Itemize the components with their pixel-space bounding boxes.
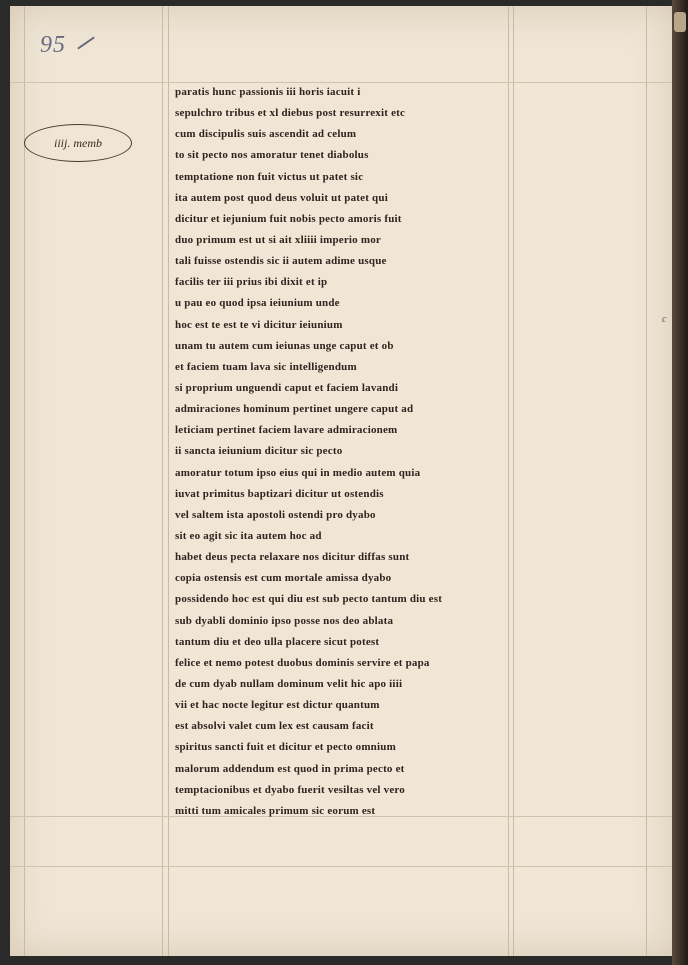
text-line: to sit pecto nos amoratur tenet diabolus	[175, 149, 369, 162]
binding-clasp	[674, 12, 686, 32]
right-margin-mark: c	[662, 314, 667, 325]
text-line: malorum addendum est quod in prima pecto et	[175, 762, 405, 775]
text-line: unam tu autem cum ieiunas unge caput et ob	[175, 339, 394, 352]
text-line: tantum diu et deo ulla placere sicut potest	[175, 635, 380, 648]
text-line: habet deus pecta relaxare nos dicitur diffas sunt	[175, 551, 410, 564]
ruling-line	[162, 6, 163, 956]
text-line: dicitur et iejunium fuit nobis pecto amoris fuit	[175, 212, 402, 225]
book-binding	[672, 0, 688, 965]
margin-note-text: iiij. memb	[54, 135, 102, 150]
text-line: de cum dyab nullam dominum velit hic apo iiii	[175, 677, 403, 690]
text-line: admiraciones hominum pertinet ungere caput ad	[175, 403, 414, 416]
text-line: u pau eo quod ipsa ieiunium unde	[175, 297, 340, 310]
manuscript-page	[10, 6, 675, 956]
folio-slash	[77, 36, 95, 49]
text-line: felice et nemo potest duobus dominis servire et papa	[175, 656, 430, 669]
text-column	[175, 82, 525, 822]
text-line: possidendo hoc est qui diu est sub pecto tantum diu est	[175, 593, 443, 606]
text-line: paratis hunc passionis iii horis iacuit i	[175, 86, 361, 98]
text-line: mitti tum amicales primum sic eorum est	[175, 804, 376, 817]
text-line: iuvat primitus baptizari dicitur ut ostendis	[175, 487, 384, 500]
text-line: ii sancta ieiunium dicitur sic pecto	[175, 445, 343, 458]
text-line: duo primum est ut si ait xliiii imperio mor	[175, 233, 381, 246]
margin-note	[24, 124, 132, 162]
text-line: temptacionibus et dyabo fuerit vesiltas vel vero	[175, 783, 405, 796]
ruling-line	[168, 6, 169, 956]
text-line: amoratur totum ipso eius qui in medio autem quia	[175, 466, 421, 479]
text-line: cum discipulis suis ascendit ad celum	[175, 128, 357, 141]
text-line: vel saltem ista apostoli ostendi pro dyabo	[175, 508, 376, 521]
text-line: tali fuisse ostendis sic ii autem adime usque	[175, 255, 387, 268]
text-line: spiritus sancti fuit et dicitur et pecto omnium	[175, 741, 396, 754]
text-line: et faciem tuam lava sic intelligendum	[175, 360, 357, 373]
ruling-line	[10, 866, 675, 867]
text-line: si proprium unguendi caput et faciem lavandi	[175, 381, 399, 394]
text-line: sit eo agit sic ita autem hoc ad	[175, 529, 322, 542]
ruling-line	[646, 6, 647, 956]
text-line: hoc est te est te vi dicitur ieiunium	[175, 318, 343, 331]
text-line: leticiam pertinet faciem lavare admiracionem	[175, 424, 398, 437]
text-line: vii et hac nocte legitur est dictur quantum	[175, 699, 380, 712]
text-line: sub dyabli dominio ipso posse nos deo ablata	[175, 614, 394, 627]
text-line: facilis ter iii prius ibi dixit et ip	[175, 276, 328, 289]
text-line: est absolvi valet cum lex est causam facit	[175, 720, 374, 733]
folio-number: 95	[40, 32, 66, 58]
ruling-line	[24, 6, 25, 956]
text-line: ita autem post quod deus voluit ut patet qui	[175, 191, 388, 204]
text-line: sepulchro tribus et xl diebus post resurrexit etc	[175, 107, 406, 120]
text-line: temptatione non fuit victus ut patet sic	[175, 170, 364, 183]
text-line: copia ostensis est cum mortale amissa dyabo	[175, 572, 392, 585]
